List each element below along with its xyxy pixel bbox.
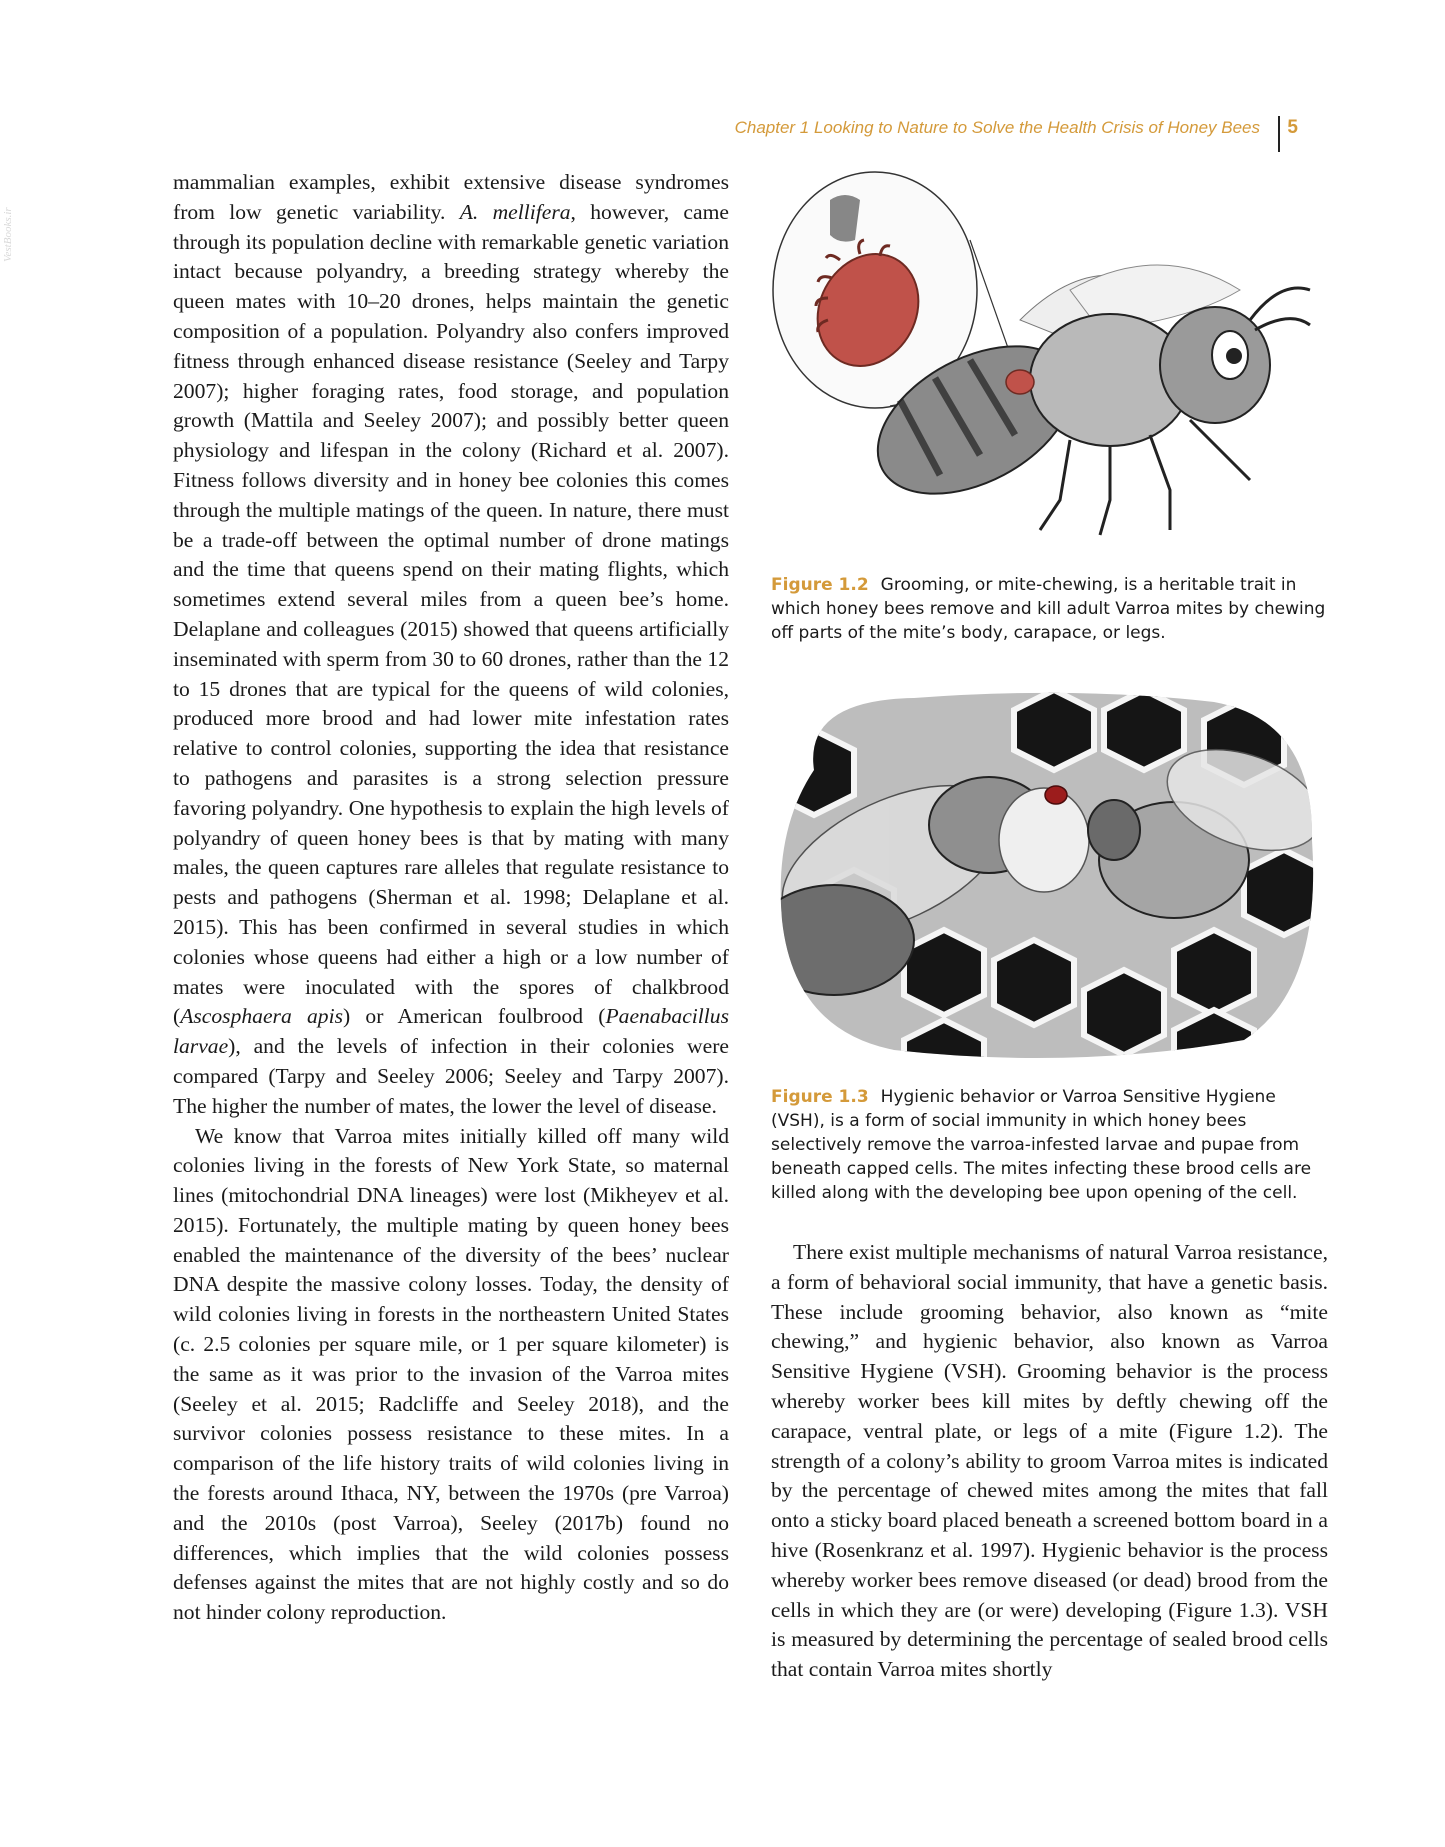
figure-1-3-caption — [771, 1085, 1331, 1205]
paragraph — [173, 168, 729, 1122]
watermark: VestBooks.ir — [2, 207, 14, 262]
figure-1-2-illustration — [770, 170, 1330, 570]
caption-text: Grooming, or mite-chewing, is a heritable trait in which honey bees remove and kill adult Varroa mites by chewing off parts of the mite’s body, carapace, or legs. — [771, 575, 1326, 643]
text-run: ), and the levels of infection in their colonies were compared (Tarpy and Seeley 2006; Seeley and Tarpy 2007). The higher the number of mates, the lower the level of disease. — [173, 1034, 729, 1118]
paragraph: We know that Varroa mites initially killed off many wild colonies living in the forests of New York State, so maternal lines (mitochondrial DNA lineages) were lost (Mikheyev et al. 2015). Fortunately, the multiple mating by queen honey bees enabled the maintenance of the diversity of the bees’ nuclear DNA despite the massive colony losses. Today, the density of wild colonies living in forests in the northeastern United States (c. 2.5 colonies per square mile, or 1 per square kilometer) is the same as it was prior to the invasion of the Varroa mites (Seeley et al. 2015; Radcliffe and Seeley 2018), and the survivor colonies possess resistance to these mites. In a comparison of the life history traits of wild colonies living in the forests around Ithaca, NY, between the 1970s (pre Varroa) and the 2010s (post Varroa), Seeley (2017b) found no differences, which implies that the wild colonies possess defenses against the mites that are not highly costly and so do not hinder colony reproduction. — [173, 1123, 729, 1625]
text-run: mammalian examples, exhibit extensive disease syndromes from low genetic variability. — [173, 170, 729, 224]
text-run: ) or American foulbrood ( — [343, 1004, 606, 1029]
figure-label: Figure 1.3 — [771, 1087, 869, 1107]
figure-1-2-caption — [771, 573, 1331, 645]
page-header — [734, 116, 1360, 156]
species-name: Paenabacillus larvae — [173, 1004, 729, 1059]
right-column — [771, 1238, 1328, 1685]
caption-text: Hygienic behavior or Varroa Sensitive Hygiene (VSH), is a form of social immunity in which honey bees selectively remove the varroa-infested larvae and pupae from beneath capped cells. The mites infecting these brood cells are killed along with the developing bee upon opening of the cell. — [771, 1087, 1312, 1203]
figure-label: Figure 1.2 — [771, 575, 869, 595]
species-name: Ascosphaera apis — [180, 1004, 343, 1029]
left-column — [173, 168, 729, 1628]
header-divider — [1278, 116, 1280, 152]
varroa-mite-icon — [1045, 786, 1067, 804]
text-run: , however, came through its population decline with remarkable genetic variation intact because polyandry, a breeding strategy whereby the queen mates with 10–20 drones, helps maintain the genetic composition of a population. Polyandry also confers improved fitness through enhanced disease resistance (Seeley and Tarpy 2007); higher foraging rates, food storage, and population growth (Mattila and Seeley 2007); and possibly better queen physiology and lifespan in the colony (Richard et al. 2007). Fitness follows diversity and in honey bee colonies this comes through the multiple matings of the queen. In nature, there must be a trade-off between the optimal number of drone matings and the time that queens spend on their mating flights, which sometimes extend several miles from a queen bee’s home. Delaplane and colleagues (2015) showed that queens artificially inseminated with sperm from 30 to 60 drones, rather than the 12 to 15 drones that are typical for the queens of wild colonies, produced more brood and had lower mite infestation rates relative to control colonies, supporting the idea that resistance to pathogens and parasites is a strong selection pressure favoring polyandry. One hypothesis to explain the high levels of polyandry of queen honey bees is that by mating with many males, the queen captures rare alleles that regulate resistance to pests and pathogens (Sherman et al. 1998; Delaplane et al. 2015). This has been confirmed in several studies in which colonies whose queens had either a high or a low number of mates were inoculated with the spores of chalkbrood ( — [173, 199, 729, 1029]
paragraph: There exist multiple mechanisms of natural Varroa resistance, a form of behavioral social immunity, that have a genetic basis. These include grooming behavior, also known as “mite chewing,” and hygienic behavior, also known as Varroa Sensitive Hygiene (VSH). Grooming behavior is the process whereby worker bees kill mites by deftly chewing off the carapace, ventral plate, or legs of a mite (Figure 1.2). The strength of a colony’s ability to groom Varroa mites is indicated by the percentage of chewed mites among the mites that fall onto a sticky board placed beneath a screened bottom board in a hive (Rosenkranz et al. 1997). Hygienic behavior is the process whereby worker bees remove diseased (or dead) brood from the cells in which they are (or were) developing (Figure 1.3). VSH is measured by determining the percentage of sealed brood cells that contain Varroa mites shortly — [771, 1240, 1328, 1682]
figure-1-3-illustration — [774, 690, 1324, 1062]
running-head: Chapter 1 Looking to Nature to Solve the Health Crisis of Honey Bees — [734, 118, 1260, 137]
species-name: A. mellifera — [459, 199, 571, 224]
page-number: 5 — [1287, 117, 1298, 138]
